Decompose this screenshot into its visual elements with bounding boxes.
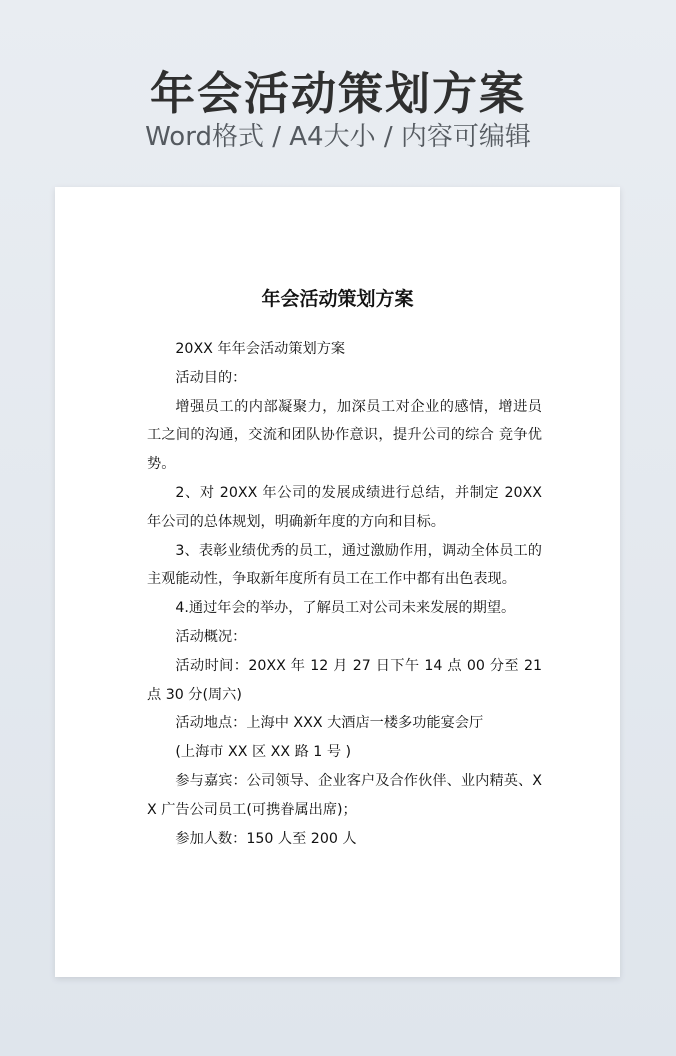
paragraph: (上海市 XX 区 XX 路 1 号 ): [175, 744, 352, 761]
paragraph: 参与嘉宾：公司领导、企业客户及合作伙伴、业内精英、XX 广告公司员工(可携眷属出席)；: [147, 772, 542, 818]
paragraph: 3、表彰业绩优秀的员工，通过激励作用，调动全体员工的主观能动性，争取新年度所有员工在工作中都有出色表现。: [147, 542, 542, 588]
banner-title: 年会活动策划方案: [149, 67, 526, 120]
paragraph: 活动时间：20XX 年 12 月 27 日下午 14 点 00 分至 21 点 30 分(周六): [147, 657, 542, 703]
paragraph: 2、对 20XX 年公司的发展成绩进行总结，并制定 20XX 年公司的总体规划，明确新年度的方向和目标。: [147, 484, 542, 530]
paragraph: 参加人数：150 人至 200 人: [175, 830, 357, 847]
paragraph: 活动概况：: [175, 628, 247, 645]
paragraph: 活动目的：: [175, 369, 247, 386]
document-page: [55, 187, 620, 977]
paragraph: 4.通过年会的举办，了解员工对公司未来发展的期望。: [175, 600, 516, 617]
header-banner: [0, 0, 676, 180]
banner-subtitle: Word格式 / A4大小 / 内容可编辑: [145, 122, 531, 152]
paragraph: 活动地点：上海中 XXX 大酒店一楼多功能宴会厅: [175, 715, 484, 732]
paragraph: 20XX 年年会活动策划方案: [175, 341, 346, 357]
document-body: [147, 335, 542, 853]
paragraph: 增强员工的内部凝聚力，加深员工对企业的感情，增进员工之间的沟通，交流和团队协作意识，提升公司的综合 竞争优势。: [147, 398, 542, 473]
document-title: 年会活动策划方案: [261, 288, 414, 310]
